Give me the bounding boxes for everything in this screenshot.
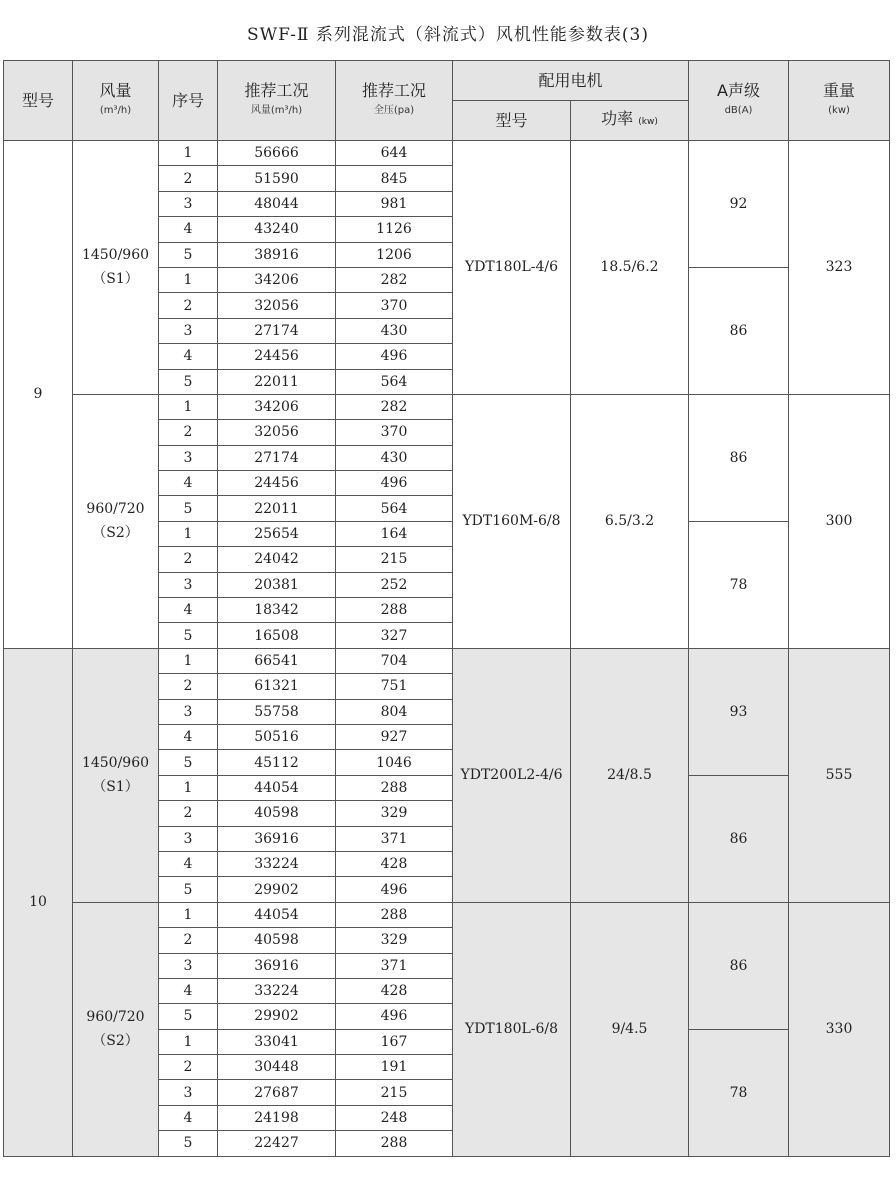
seq-cell: 4 — [159, 344, 218, 369]
header-motor-power: 功率 (kw) — [571, 101, 689, 141]
pressure-cell: 496 — [336, 344, 453, 369]
seq-cell: 3 — [159, 572, 218, 597]
airflow-cell: 27174 — [218, 445, 336, 470]
seq-cell: 2 — [159, 420, 218, 445]
sound-level-cell: 78 — [689, 521, 789, 648]
seq-cell: 2 — [159, 674, 218, 699]
seq-cell: 1 — [159, 775, 218, 800]
seq-cell: 4 — [159, 724, 218, 749]
sound-level-cell: 92 — [689, 141, 789, 268]
speed-cell — [73, 394, 159, 648]
airflow-cell: 27174 — [218, 318, 336, 343]
motor-power-cell: 9/4.5 — [571, 902, 689, 1156]
pressure-cell: 845 — [336, 166, 453, 191]
table-header — [4, 61, 890, 141]
seq-cell: 2 — [159, 166, 218, 191]
airflow-cell: 22011 — [218, 496, 336, 521]
airflow-cell: 30448 — [218, 1055, 336, 1080]
airflow-cell: 55758 — [218, 699, 336, 724]
airflow-cell: 40598 — [218, 928, 336, 953]
header-motor: 配用电机 — [453, 61, 689, 101]
speed-code: （S2） — [92, 525, 139, 542]
speed-code: （S2） — [92, 1033, 139, 1050]
pressure-cell: 164 — [336, 521, 453, 546]
pressure-cell: 704 — [336, 648, 453, 673]
speed-cell — [73, 648, 159, 902]
pressure-cell: 329 — [336, 801, 453, 826]
seq-cell: 1 — [159, 1029, 218, 1054]
motor-model-cell: YDT160M-6/8 — [453, 394, 571, 648]
sound-level-cell: 86 — [689, 267, 789, 394]
header-sound-level: A声级 dB(A) — [689, 61, 789, 141]
seq-cell: 5 — [159, 1131, 218, 1156]
airflow-cell: 24456 — [218, 471, 336, 496]
motor-power-cell: 6.5/3.2 — [571, 394, 689, 648]
pressure-cell: 428 — [336, 851, 453, 876]
airflow-cell: 32056 — [218, 293, 336, 318]
speed-value: 1450/960 — [81, 247, 150, 264]
motor-model-cell: YDT200L2-4/6 — [453, 648, 571, 902]
motor-model-cell: YDT180L-6/8 — [453, 902, 571, 1156]
airflow-cell: 36916 — [218, 953, 336, 978]
speed-cell — [73, 902, 159, 1156]
pressure-cell: 1206 — [336, 242, 453, 267]
airflow-cell: 66541 — [218, 648, 336, 673]
seq-cell: 4 — [159, 471, 218, 496]
pressure-cell: 371 — [336, 953, 453, 978]
sound-level-cell: 86 — [689, 775, 789, 902]
seq-cell: 5 — [159, 242, 218, 267]
airflow-cell: 61321 — [218, 674, 336, 699]
pressure-cell: 751 — [336, 674, 453, 699]
weight-cell: 555 — [789, 648, 890, 902]
speed-code: （S1） — [92, 271, 139, 288]
seq-cell: 2 — [159, 801, 218, 826]
header-airflow: 风量 (m³/h) — [73, 61, 159, 141]
weight-cell: 300 — [789, 394, 890, 648]
pressure-cell: 428 — [336, 978, 453, 1003]
seq-cell: 4 — [159, 851, 218, 876]
header-seq: 序号 — [159, 61, 218, 141]
airflow-cell: 44054 — [218, 775, 336, 800]
pressure-cell: 288 — [336, 902, 453, 927]
motor-model-cell: YDT180L-4/6 — [453, 141, 571, 395]
airflow-cell: 38916 — [218, 242, 336, 267]
header-recommended-airflow: 推荐工况 风量(m³/h) — [218, 61, 336, 141]
weight-cell: 323 — [789, 141, 890, 395]
pressure-cell: 282 — [336, 394, 453, 419]
airflow-cell: 22011 — [218, 369, 336, 394]
seq-cell: 1 — [159, 648, 218, 673]
pressure-cell: 215 — [336, 1080, 453, 1105]
airflow-cell: 24456 — [218, 344, 336, 369]
table-row — [4, 141, 890, 166]
motor-power-cell: 18.5/6.2 — [571, 141, 689, 395]
airflow-cell: 45112 — [218, 750, 336, 775]
pressure-cell: 371 — [336, 826, 453, 851]
sound-level-cell: 86 — [689, 902, 789, 1029]
airflow-cell: 33041 — [218, 1029, 336, 1054]
speed-value: 960/720 — [86, 1009, 145, 1026]
pressure-cell: 327 — [336, 623, 453, 648]
pressure-cell: 804 — [336, 699, 453, 724]
pressure-cell: 215 — [336, 547, 453, 572]
page-title: SWF-Ⅱ 系列混流式（斜流式）风机性能参数表(3) — [247, 25, 649, 45]
airflow-cell: 25654 — [218, 521, 336, 546]
header-weight: 重量 (kw) — [789, 61, 890, 141]
seq-cell: 2 — [159, 1055, 218, 1080]
airflow-cell: 43240 — [218, 217, 336, 242]
seq-cell: 4 — [159, 598, 218, 623]
speed-value: 960/720 — [86, 501, 145, 518]
pressure-cell: 496 — [336, 471, 453, 496]
airflow-cell: 24042 — [218, 547, 336, 572]
seq-cell: 3 — [159, 699, 218, 724]
airflow-cell: 29902 — [218, 1004, 336, 1029]
seq-cell: 3 — [159, 445, 218, 470]
pressure-cell: 370 — [336, 420, 453, 445]
seq-cell: 3 — [159, 1080, 218, 1105]
airflow-cell: 40598 — [218, 801, 336, 826]
seq-cell: 1 — [159, 394, 218, 419]
airflow-cell: 34206 — [218, 394, 336, 419]
table-row — [4, 648, 890, 673]
seq-cell: 1 — [159, 267, 218, 292]
fan-parameter-table — [3, 60, 890, 1157]
seq-cell: 2 — [159, 928, 218, 953]
airflow-cell: 33224 — [218, 851, 336, 876]
pressure-cell: 370 — [336, 293, 453, 318]
seq-cell: 4 — [159, 978, 218, 1003]
airflow-cell: 36916 — [218, 826, 336, 851]
airflow-cell: 18342 — [218, 598, 336, 623]
speed-cell — [73, 141, 159, 395]
pressure-cell: 288 — [336, 1131, 453, 1156]
pressure-cell: 329 — [336, 928, 453, 953]
header-motor-model: 型号 — [453, 101, 571, 141]
airflow-cell: 34206 — [218, 267, 336, 292]
pressure-cell: 191 — [336, 1055, 453, 1080]
pressure-cell: 981 — [336, 191, 453, 216]
table-row — [4, 902, 890, 927]
pressure-cell: 430 — [336, 318, 453, 343]
seq-cell: 1 — [159, 521, 218, 546]
seq-cell: 5 — [159, 1004, 218, 1029]
pressure-cell: 167 — [336, 1029, 453, 1054]
speed-value: 1450/960 — [81, 755, 150, 772]
seq-cell: 3 — [159, 826, 218, 851]
table-body — [4, 141, 890, 1157]
sound-level-cell: 86 — [689, 394, 789, 521]
airflow-cell: 50516 — [218, 724, 336, 749]
seq-cell: 3 — [159, 953, 218, 978]
airflow-cell: 24198 — [218, 1105, 336, 1130]
seq-cell: 3 — [159, 191, 218, 216]
motor-power-cell: 24/8.5 — [571, 648, 689, 902]
pressure-cell: 564 — [336, 496, 453, 521]
airflow-cell: 22427 — [218, 1131, 336, 1156]
model-cell: 9 — [4, 141, 73, 649]
sound-level-cell: 93 — [689, 648, 789, 775]
airflow-cell: 27687 — [218, 1080, 336, 1105]
seq-cell: 1 — [159, 902, 218, 927]
sound-level-cell: 78 — [689, 1029, 789, 1156]
airflow-cell: 29902 — [218, 877, 336, 902]
seq-cell: 1 — [159, 141, 218, 166]
pressure-cell: 927 — [336, 724, 453, 749]
seq-cell: 2 — [159, 547, 218, 572]
weight-cell: 330 — [789, 902, 890, 1156]
airflow-cell: 56666 — [218, 141, 336, 166]
seq-cell: 5 — [159, 877, 218, 902]
pressure-cell: 288 — [336, 775, 453, 800]
header-model: 型号 — [4, 61, 73, 141]
airflow-cell: 44054 — [218, 902, 336, 927]
seq-cell: 5 — [159, 623, 218, 648]
seq-cell: 5 — [159, 369, 218, 394]
airflow-cell: 48044 — [218, 191, 336, 216]
header-recommended-pressure: 推荐工况 全压(pa) — [336, 61, 453, 141]
pressure-cell: 644 — [336, 141, 453, 166]
pressure-cell: 248 — [336, 1105, 453, 1130]
pressure-cell: 496 — [336, 877, 453, 902]
speed-code: （S1） — [92, 779, 139, 796]
pressure-cell: 252 — [336, 572, 453, 597]
seq-cell: 5 — [159, 750, 218, 775]
seq-cell: 2 — [159, 293, 218, 318]
airflow-cell: 33224 — [218, 978, 336, 1003]
table-row — [4, 394, 890, 419]
pressure-cell: 564 — [336, 369, 453, 394]
pressure-cell: 496 — [336, 1004, 453, 1029]
seq-cell: 5 — [159, 496, 218, 521]
seq-cell: 4 — [159, 217, 218, 242]
pressure-cell: 1126 — [336, 217, 453, 242]
airflow-cell: 16508 — [218, 623, 336, 648]
seq-cell: 3 — [159, 318, 218, 343]
pressure-cell: 1046 — [336, 750, 453, 775]
pressure-cell: 282 — [336, 267, 453, 292]
airflow-cell: 51590 — [218, 166, 336, 191]
seq-cell: 4 — [159, 1105, 218, 1130]
pressure-cell: 288 — [336, 598, 453, 623]
airflow-cell: 32056 — [218, 420, 336, 445]
pressure-cell: 430 — [336, 445, 453, 470]
airflow-cell: 20381 — [218, 572, 336, 597]
model-cell: 10 — [4, 648, 73, 1156]
